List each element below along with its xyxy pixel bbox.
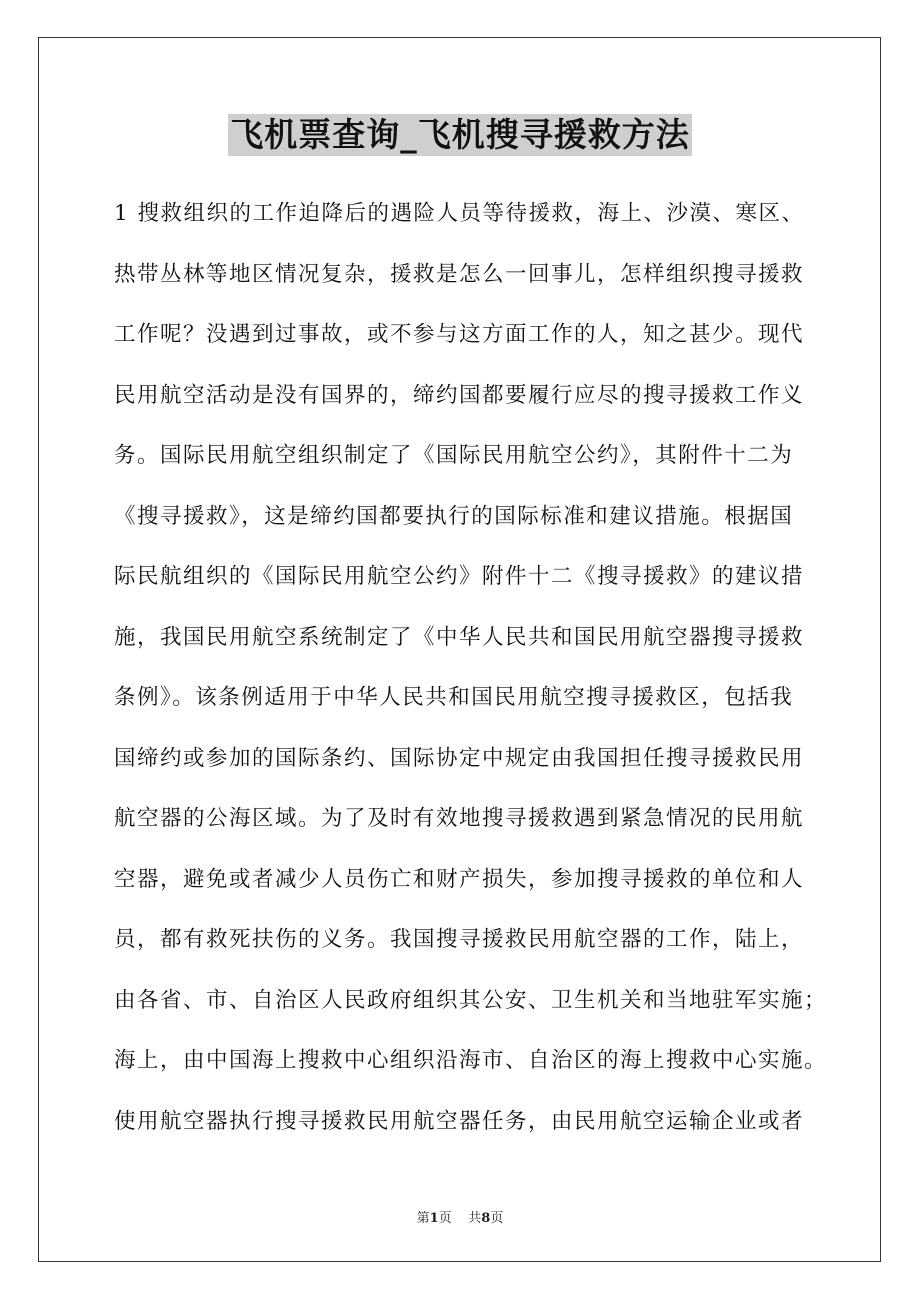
body-line: 《搜寻援救》，这是缔约国都要执行的国际标准和建议措施。根据国 <box>114 503 794 529</box>
total-prefix: 共 <box>468 1211 482 1226</box>
body-line: 务。国际民用航空组织制定了《国际民用航空公约》，其附件十二为 <box>114 443 794 468</box>
body-line: 条例》。该条例适用于中华人民共和国民用航空搜寻援救区，包括我 <box>114 685 794 710</box>
body-line: 使用航空器执行搜寻援救民用航空器任务，由民用航空运输企业或者 <box>114 1108 805 1134</box>
body-line: 工作呢？没遇到过事故，或不参与这方面工作的人，知之甚少。现代 <box>114 322 805 347</box>
body-line: 热带丛林等地区情况复杂，援救是怎么一回事儿，怎样组织搜寻援救 <box>114 261 805 287</box>
document-title-container <box>0 114 920 156</box>
body-line: 航空器的公海区域。为了及时有效地搜寻援救遇到紧急情况的民用航 <box>114 806 805 831</box>
page-prefix: 第 <box>416 1211 430 1226</box>
page-number: 1 <box>429 1211 439 1226</box>
total-suffix: 页 <box>490 1211 504 1226</box>
body-line: 施，我国民用航空系统制定了《中华人民共和国民用航空器搜寻援救 <box>114 624 805 650</box>
body-line: 空器，避免或者减少人员伤亡和财产损失，参加搜寻援救的单位和人 <box>114 866 805 892</box>
body-line: 由各省、市、自治区人民政府组织其公安、卫生机关和当地驻军实施； <box>114 987 828 1013</box>
body-line: 际民航组织的《国际民用航空公约》附件十二《搜寻援救》的建议措 <box>114 564 805 589</box>
body-line: 民用航空活动是没有国界的，缔约国都要履行应尽的搜寻援救工作义 <box>114 382 805 408</box>
total-pages: 8 <box>481 1211 491 1226</box>
page-footer <box>0 1207 920 1226</box>
document-body <box>114 196 828 1164</box>
body-line: 1 搜救组织的工作迫降后的遇险人员等待援救，海上、沙漠、寒区、 <box>114 201 805 226</box>
body-line: 国缔约或参加的国际条约、国际协定中规定由我国担任搜寻援救民用 <box>114 745 805 771</box>
body-line: 海上，由中国海上搜救中心组织沿海市、自治区的海上搜救中心实施。 <box>114 1048 828 1073</box>
document-title: 飞机票查询_飞机搜寻援救方法 <box>230 115 690 154</box>
body-line: 员，都有救死扶伤的义务。我国搜寻援救民用航空器的工作，陆上， <box>114 927 805 952</box>
page-suffix: 页 <box>438 1211 452 1226</box>
